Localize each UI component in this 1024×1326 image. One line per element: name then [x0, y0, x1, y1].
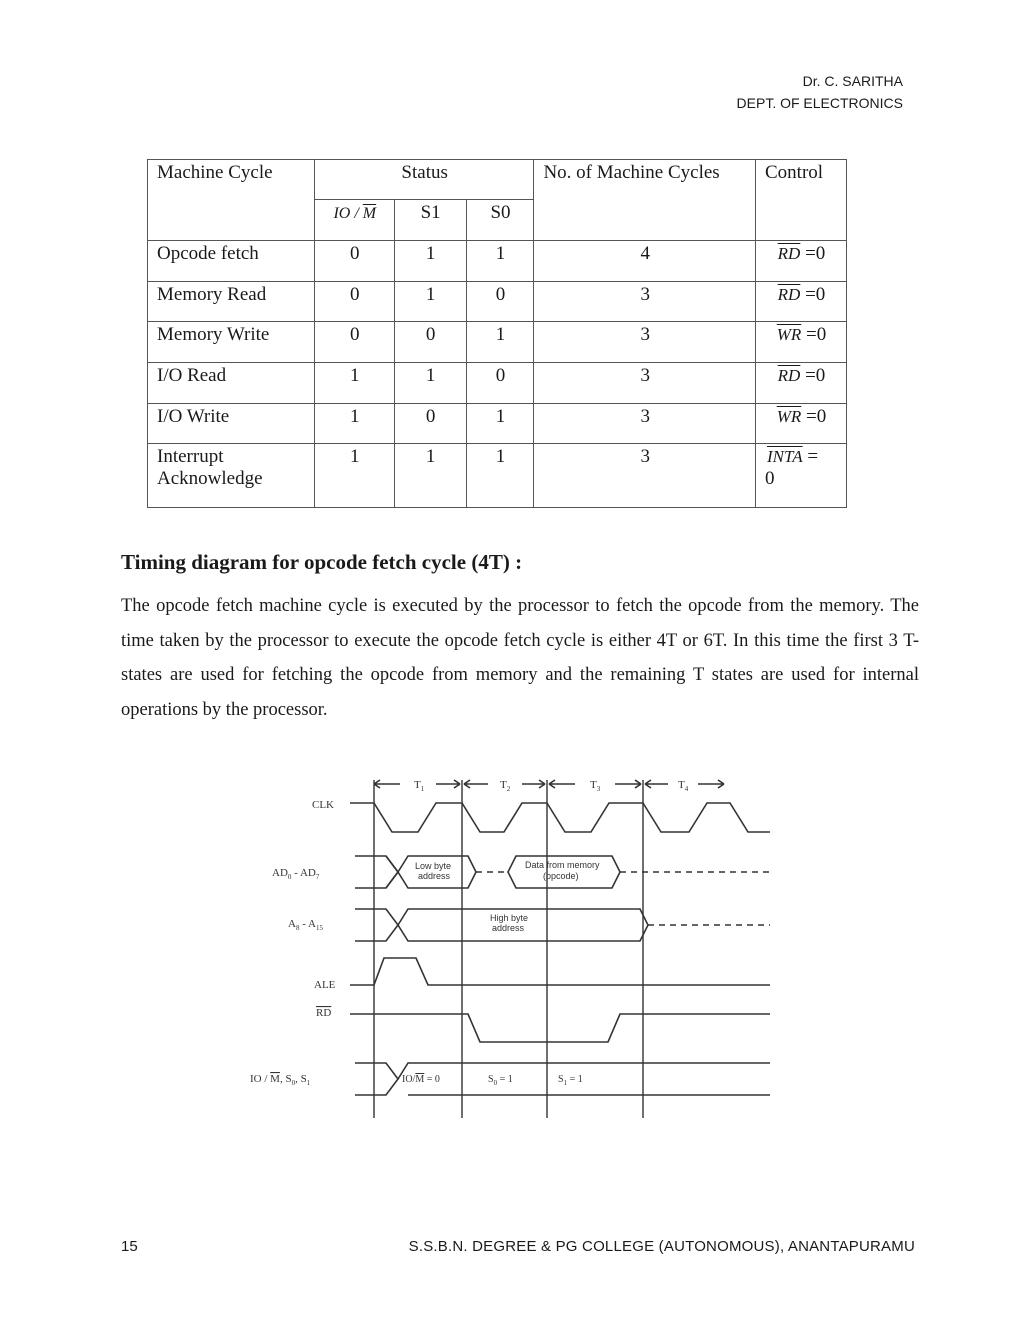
t3-label: $T_3$ — [590, 779, 601, 793]
subheader-s0: S0 — [466, 200, 534, 241]
a-label: $A_8 - A_{15}$ — [288, 918, 323, 932]
t3-arrow-left — [549, 780, 575, 788]
ad-bus-left — [355, 856, 398, 888]
table-row: I/O Write 1 0 1 3 $\overline{WR} =0$ — [148, 404, 847, 444]
timing-diagram-svg — [240, 760, 780, 1140]
rd-waveform — [350, 1014, 770, 1042]
subheader-s1: S1 — [394, 200, 466, 241]
header-author: Dr. C. SARITHA — [802, 73, 903, 89]
t1-label: $T_1$ — [414, 779, 425, 793]
t3-arrow-right — [615, 780, 641, 788]
data-line2: (opcode) — [543, 871, 579, 881]
table-row: Interrupt Acknowledge 1 1 1 3 INTA = 0 — [148, 444, 847, 508]
t4-label: $T_4$ — [678, 779, 689, 793]
header-machine-cycle: Machine Cycle — [148, 160, 315, 241]
high-byte-line2: address — [492, 923, 525, 933]
machine-cycle-table — [147, 159, 847, 508]
clk-waveform — [350, 803, 770, 832]
t4-arrow-right — [698, 780, 724, 788]
table-header-row — [148, 160, 847, 200]
clk-label: CLK — [312, 799, 334, 811]
iom-status-label: IO/M = 0 — [402, 1074, 440, 1085]
ale-label: ALE — [314, 979, 336, 991]
s0-status-label: $S_0 = 1$ — [488, 1074, 513, 1087]
io-label: IO / M, $S_0$, $S_1$ — [250, 1073, 311, 1087]
timing-diagram — [240, 760, 780, 1140]
t1-arrow-left — [374, 780, 400, 788]
io-status-box — [398, 1063, 770, 1095]
header-control: Control — [756, 160, 847, 241]
ale-waveform — [350, 958, 770, 985]
table-row: Memory Write 0 0 1 3 $\overline{WR} =0$ — [148, 322, 847, 363]
t1-arrow-right — [436, 780, 460, 788]
rd-label: RD — [316, 1007, 332, 1019]
low-byte-line1: Low byte — [415, 861, 452, 871]
table-row: Opcode fetch 0 1 1 4 $\overline{RD} =0$ — [148, 241, 847, 282]
section-paragraph: The opcode fetch machine cycle is executed by the processor to fetch the opcode from the memory. The time taken by the processor to execute the opcode fetch cycle is either 4T or 6T. In this time the first 3 T-states are used for fetching the opcode from memory and the remaining T states are used for internal operations by the processor. — [121, 596, 919, 720]
high-byte-line1: High byte — [490, 913, 529, 923]
low-byte-line2: address — [418, 871, 451, 881]
table-row: Memory Read 0 1 0 3 $\overline{RD} =0$ — [148, 282, 847, 322]
t2-label: $T_2$ — [500, 779, 511, 793]
section-heading: Timing diagram for opcode fetch cycle (4T) : — [121, 550, 523, 574]
t2-arrow-left — [464, 780, 488, 788]
page-number: 15 — [121, 1238, 138, 1255]
data-line1: Data from memory — [525, 860, 600, 870]
header-status: Status — [314, 160, 534, 200]
io-bus-left — [355, 1063, 398, 1095]
subheader-io-m: IO / $\overline{M}$ — [314, 200, 394, 241]
footer-college: S.S.B.N. DEGREE & PG COLLEGE (AUTONOMOUS), ANANTAPURAMU — [408, 1238, 915, 1255]
header-dept: DEPT. OF ELECTRONICS — [736, 95, 903, 111]
t2-arrow-right — [522, 780, 545, 788]
s1-status-label: $S_1 = 1$ — [558, 1074, 583, 1087]
t4-arrow-left — [645, 780, 668, 788]
page-header — [737, 70, 903, 114]
header-no-cycles: No. of Machine Cycles — [534, 160, 756, 241]
table-row: I/O Read 1 1 0 3 $\overline{RD} =0$ — [148, 363, 847, 404]
a-bus-left — [355, 909, 398, 941]
ad-label: $AD_0 - AD_7$ — [272, 867, 320, 881]
